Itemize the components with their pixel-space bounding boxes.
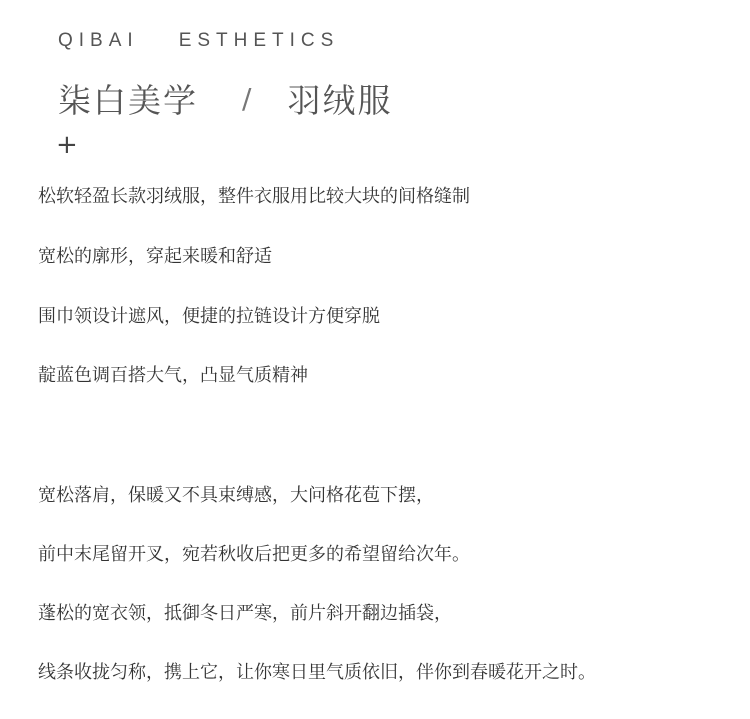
description-line: 围巾领设计遮风，便捷的拉链设计方便穿脱 xyxy=(38,306,380,327)
story-line: 线条收拢匀称，携上它，让你寒日里气质依旧，伴你到春暖花开之时。 xyxy=(38,662,596,683)
brand-chinese-name: 柒白美学 xyxy=(58,81,198,120)
page-title xyxy=(58,75,392,122)
story-line: 前中末尾留开叉，宛若秋收后把更多的希望留给次年。 xyxy=(38,544,470,565)
brand-english-name xyxy=(58,30,339,52)
brand-english-left: QIBAI xyxy=(58,30,139,51)
story-line: 宽松落肩，保暖又不具束缚感，大问格花苞下摆， xyxy=(38,485,434,506)
story-line: 蓬松的宽衣领，抵御冬日严寒，前片斜开翻边插袋， xyxy=(38,603,452,624)
description-line: 松软轻盈长款羽绒服，整件衣服用比较大块的间格缝制 xyxy=(38,186,470,207)
title-separator: / xyxy=(242,82,254,115)
description-line: 宽松的廓形，穿起来暖和舒适 xyxy=(38,246,272,267)
product-name: 羽绒服 xyxy=(287,81,393,120)
description-line: 靛蓝色调百搭大气，凸显气质精神 xyxy=(38,365,308,386)
brand-english-right: ESTHETICS xyxy=(178,30,340,51)
plus-icon: + xyxy=(56,130,78,160)
